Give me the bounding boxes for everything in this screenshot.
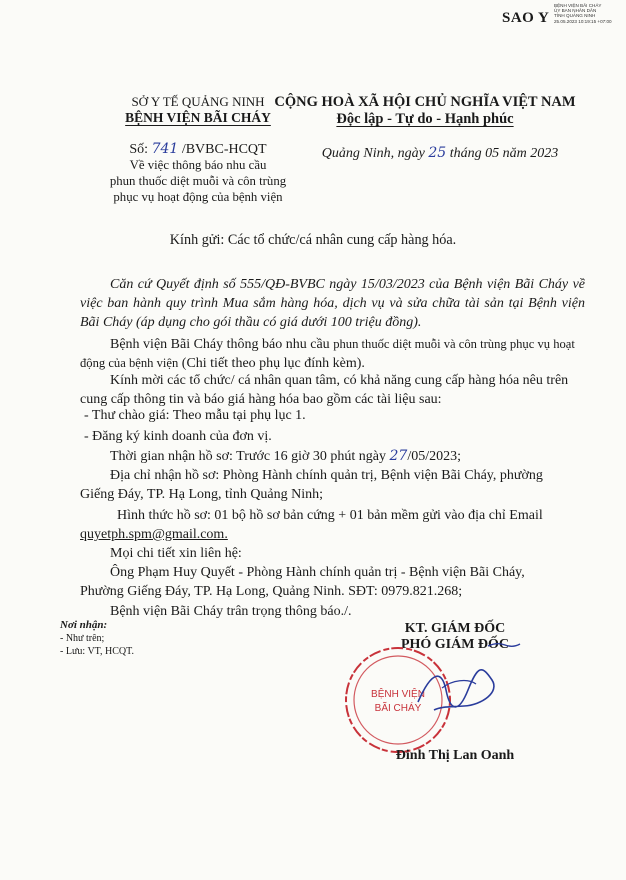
copy-stamp-line: BỆNH VIỆN BÃI CHÁY — [554, 3, 602, 8]
subject-line: phun thuốc diệt muỗi và côn trùng — [109, 174, 287, 188]
address-line: Giếng Đáy, TP. Hạ Long, tỉnh Quảng Ninh; — [80, 487, 324, 502]
email-link[interactable]: quyetph.spm@gmail.com. — [80, 527, 228, 542]
copy-stamp — [502, 2, 620, 34]
copy-stamp-label: SAO Y — [502, 10, 550, 26]
subject-line: Về việc thông báo nhu cầu — [129, 158, 267, 172]
date-line — [290, 145, 590, 162]
copy-stamp-details — [554, 3, 622, 24]
handwritten-signature — [412, 660, 512, 720]
nation-title: CỘNG HOÀ XÃ HỘI CHỦ NGHĨA VIỆT NAM — [274, 94, 576, 110]
notice-text: Bệnh viện Bãi Cháy thông báo nhu cầu — [110, 337, 330, 352]
contact-person-line: Ông Phạm Huy Quyết - Phòng Hành chính quản trị - Bệnh viện Bãi Cháy, — [110, 565, 525, 580]
date-prefix: Quảng Ninh, ngày — [321, 146, 425, 161]
copy-stamp-line: TỈNH QUẢNG NINH — [554, 13, 596, 19]
doc-no-handwritten: 741 — [151, 141, 179, 157]
deadline-prefix: Thời gian nhận hồ sơ: Trước 16 giờ 30 phút ngày — [110, 449, 386, 464]
seal-text-line: BỆNH VIỆN — [371, 689, 425, 700]
legal-basis-paragraph: Căn cứ Quyết định số 555/QĐ-BVBC ngày 15/03/2023 của Bệnh viện Bãi Cháy về việc ban hành quy trình Mua sắm hàng hóa, dịch vụ và sửa chữa tài sản tại Bệnh viện Bãi Cháy (áp dụng cho gói thầu có giá dưới 100 triệu đồng). — [80, 277, 585, 330]
signer-name: Đinh Thị Lan Oanh — [395, 748, 515, 763]
document-subject — [80, 157, 316, 205]
invite-line: Kính mời các tổ chức/ cá nhân quan tâm, có khả năng cung cấp hàng hóa nêu — [110, 373, 543, 388]
copy-stamp-line: ỦY BAN NHÂN DÂN — [554, 8, 597, 14]
notice-detail: phun thuốc diệt muỗi và côn trùng phục vụ hoạt động của bệnh viện — [80, 337, 575, 370]
invite-line: trên cung cấp thông tin và báo giá hàng hóa bao gồm các tài liệu sau: — [80, 373, 569, 407]
org-name: BỆNH VIỆN BÃI CHÁY — [125, 110, 271, 125]
document-item: - Đăng ký kinh doanh của đơn vị. — [84, 429, 272, 444]
address-line: Địa chỉ nhận hồ sơ: Phòng Hành chính quản trị, Bệnh viện Bãi Cháy, phường — [110, 468, 543, 483]
motto: Độc lập - Tự do - Hạnh phúc — [336, 111, 514, 127]
date-day-handwritten: 25 — [428, 145, 447, 161]
copy-stamp-line: 25.05.2023 10:19:15 +07:00 — [554, 18, 612, 24]
recipient-item: - Như trên; — [60, 633, 105, 644]
contact-line: Mọi chi tiết xin liên hệ: — [110, 546, 242, 561]
org-parent: SỞ Y TẾ QUẢNG NINH — [131, 94, 265, 109]
deadline-day-handwritten: 27 — [389, 448, 408, 464]
date-suffix: tháng 05 năm 2023 — [449, 146, 559, 161]
signer-title-2: PHÓ GIÁM ĐỐC — [400, 637, 510, 652]
address-paragraph — [80, 466, 580, 504]
subject-line: phục vụ hoạt động của bệnh viện — [113, 190, 283, 204]
recipient-item: - Lưu: VT, HCQT. — [60, 646, 135, 657]
seal-text-line: BÃI CHÁY — [374, 703, 422, 714]
contact-address-line: Phường Giếng Đáy, TP. Hạ Long, Quảng Ninh. SĐT: 0979.821.268; — [80, 584, 463, 599]
deadline-line — [110, 447, 610, 466]
signer-title-1: KT. GIÁM ĐỐC — [404, 621, 506, 636]
recipient-line: Kính gửi: Các tổ chức/cá nhân cung cấp hàng hóa. — [169, 232, 457, 248]
recipients-title: Nơi nhận: — [60, 619, 108, 631]
doc-no-prefix: Số: — [129, 142, 149, 157]
signature-stroke-icon — [487, 638, 521, 650]
document-number — [98, 141, 298, 158]
notice-paragraph — [80, 335, 580, 373]
closing-line: Bệnh viện Bãi Cháy trân trọng thông báo./. — [110, 604, 352, 619]
invite-paragraph — [80, 371, 580, 409]
document-item: - Thư chào giá: Theo mẫu tại phụ lục 1. — [84, 408, 306, 423]
format-line: Hình thức hồ sơ: 01 bộ hồ sơ bản cứng + 01 bản mềm gửi vào địa chỉ Email — [117, 508, 543, 523]
doc-no-suffix: /BVBC-HCQT — [181, 142, 267, 157]
deadline-suffix: /05/2023; — [407, 449, 461, 464]
notice-appendix-ref: (Chi tiết theo phụ lục đính kèm). — [181, 356, 365, 371]
